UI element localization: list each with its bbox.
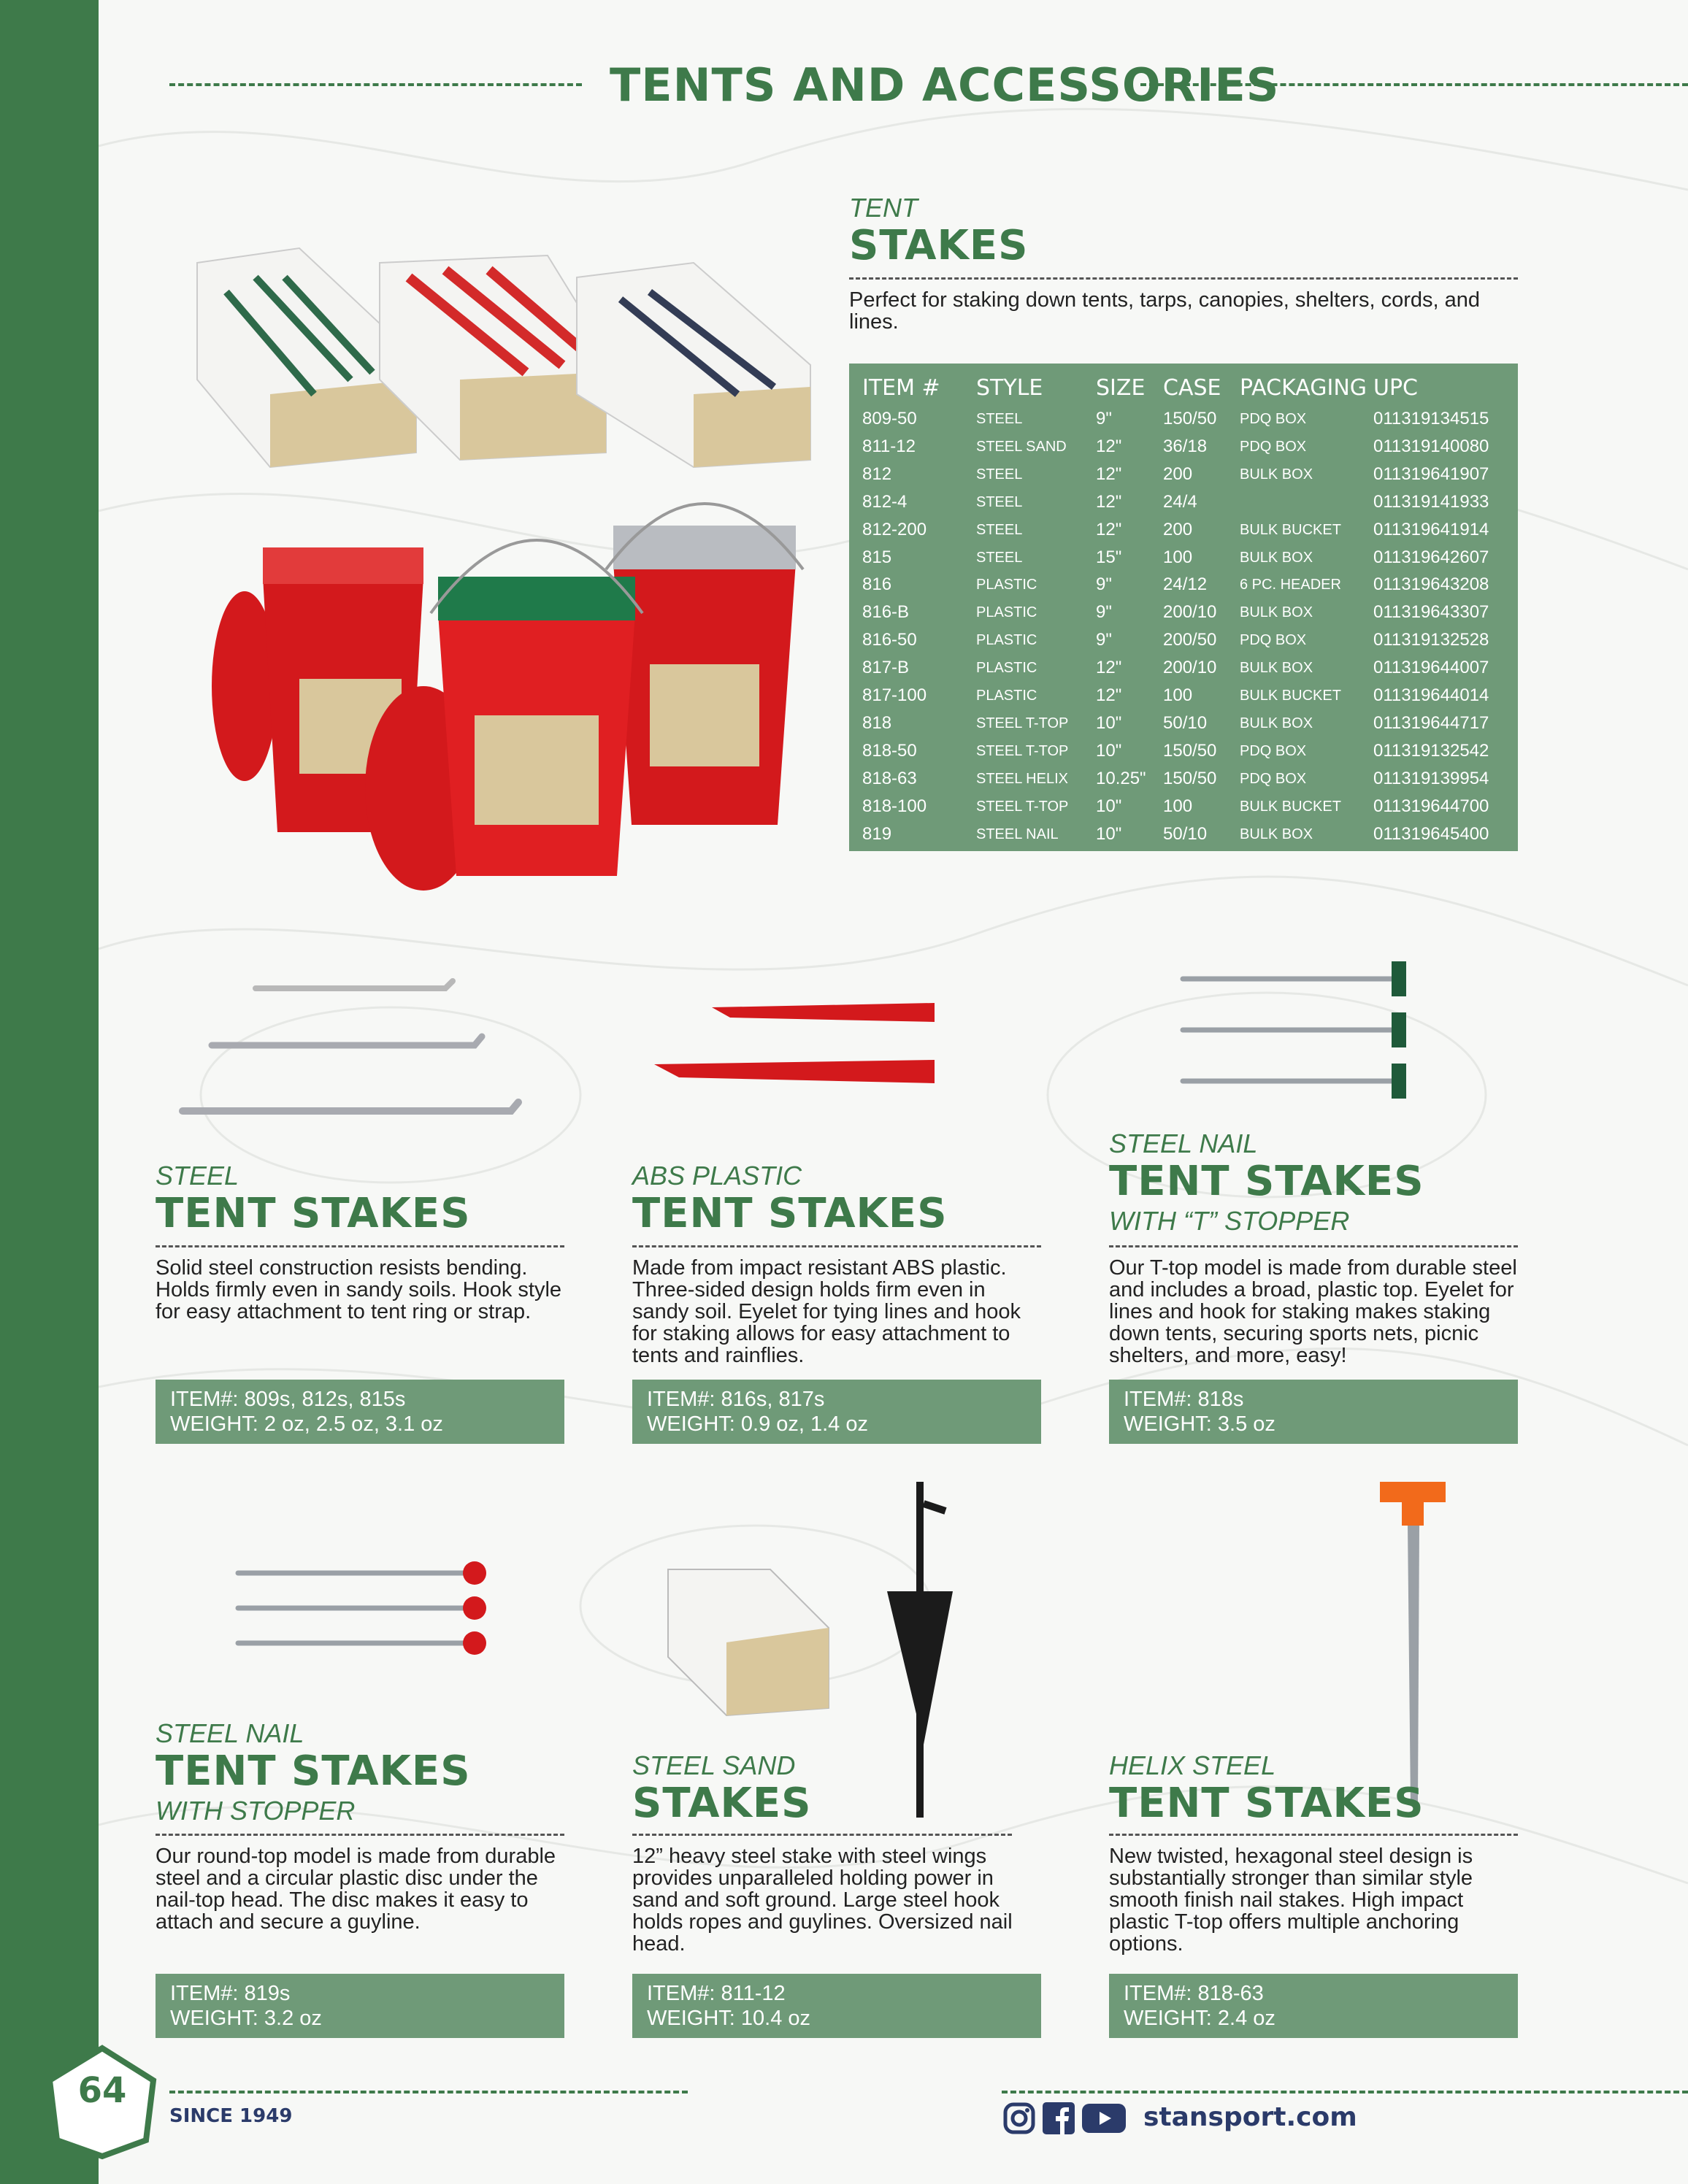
table-cell-case: 150/50	[1163, 768, 1217, 788]
product-weight: WEIGHT: 2 oz, 2.5 oz, 3.1 oz	[170, 1412, 443, 1436]
table-cell-packaging: BULK BUCKET	[1240, 688, 1341, 704]
product-divider	[632, 1834, 1012, 1836]
green-sidebar	[0, 0, 99, 2184]
table-cell-size: 15"	[1096, 547, 1122, 567]
t-stopper-stakes-image	[1175, 953, 1424, 1106]
table-cell-upc: 011319644014	[1373, 685, 1489, 705]
product-item-number: ITEM#: 819s	[170, 1982, 291, 2005]
table-cell-size: 12"	[1096, 658, 1122, 678]
table-cell-size: 9"	[1096, 630, 1112, 650]
table-cell-size: 10.25"	[1096, 768, 1146, 788]
table-cell-case: 100	[1163, 547, 1193, 567]
table-cell-upc: 011319141933	[1373, 491, 1489, 512]
product-info-box	[1109, 1974, 1518, 2038]
table-header-upc: UPC	[1373, 375, 1418, 401]
product-table	[849, 364, 1518, 851]
table-cell-packaging: PDQ BOX	[1240, 438, 1307, 455]
table-cell-style: PLASTIC	[976, 688, 1037, 704]
table-cell-item: 816-B	[862, 602, 910, 623]
table-header-packaging: PACKAGING	[1240, 375, 1367, 401]
product-description: Our T-top model is made from durable steel and includes a broad, plastic top. Eyelet for lines and hook for staking makes staking down tents, securing sports nets, picnic shelters, and more, easy!	[1109, 1256, 1517, 1367]
footer-divider-left	[169, 2091, 688, 2093]
title-divider-left	[169, 83, 582, 86]
product-divider	[156, 1245, 564, 1247]
youtube-icon[interactable]	[1082, 2104, 1126, 2133]
product-description: Solid steel construction resists bending. Holds firmly even in sandy soils. Hook style for easy attachment to tent ring or strap.	[156, 1256, 562, 1323]
product-subheading: WITH “T” STOPPER	[1109, 1206, 1350, 1236]
table-cell-style: PLASTIC	[976, 632, 1037, 649]
table-cell-item: 811-12	[862, 436, 916, 456]
product-description: New twisted, hexagonal steel design is substantially stronger than similar style smooth finish nail stakes. High impact plastic T-top offers multiple anchoring options.	[1109, 1845, 1473, 1956]
table-cell-style: STEEL NAIL	[976, 826, 1059, 842]
table-cell-upc: 011319134515	[1373, 409, 1489, 428]
helix-stake-image	[1373, 1474, 1460, 1818]
product-divider	[156, 1834, 564, 1836]
instagram-icon[interactable]	[1003, 2102, 1035, 2134]
table-cell-item: 812	[862, 464, 892, 484]
product-kicker: STEEL NAIL	[1109, 1128, 1258, 1158]
product-description: Our round-top model is made from durable steel and a circular plastic disc under the nail-top head. The disc makes it easy to attach and secure a guyline.	[156, 1845, 556, 1934]
table-cell-case: 200/50	[1163, 630, 1217, 650]
table-cell-item: 818	[862, 712, 892, 733]
table-cell-packaging: BULK BOX	[1240, 466, 1313, 482]
table-header-item: ITEM #	[862, 375, 940, 401]
table-cell-size: 12"	[1096, 491, 1122, 512]
product-item-number: ITEM#: 809s, 812s, 815s	[170, 1388, 406, 1411]
table-cell-case: 100	[1163, 685, 1193, 705]
table-cell-upc: 011319132528	[1373, 630, 1489, 650]
product-weight: WEIGHT: 0.9 oz, 1.4 oz	[647, 1412, 868, 1436]
table-cell-item: 809-50	[862, 409, 917, 428]
table-cell-item: 817-100	[862, 685, 927, 705]
table-cell-packaging: PDQ BOX	[1240, 742, 1307, 759]
hero-heading: STAKES	[849, 222, 1029, 269]
product-kicker: STEEL	[156, 1161, 239, 1191]
table-cell-size: 9"	[1096, 409, 1112, 428]
table-cell-packaging: BULK BOX	[1240, 826, 1313, 842]
table-cell-packaging: BULK BUCKET	[1240, 798, 1341, 815]
table-cell-upc: 011319645400	[1373, 823, 1489, 844]
table-cell-size: 12"	[1096, 464, 1122, 484]
table-cell-case: 36/18	[1163, 436, 1208, 456]
footer-divider-right	[1002, 2091, 1688, 2093]
table-header-size: SIZE	[1096, 375, 1146, 401]
table-cell-style: STEEL	[976, 466, 1023, 482]
table-cell-upc: 011319132542	[1373, 740, 1489, 761]
product-heading: STAKES	[632, 1780, 812, 1827]
table-cell-case: 100	[1163, 796, 1193, 816]
product-divider	[632, 1245, 1041, 1247]
product-item-number: ITEM#: 818s	[1124, 1388, 1244, 1411]
table-cell-style: STEEL T-TOP	[976, 798, 1069, 815]
website-link[interactable]: stansport.com	[1143, 2102, 1357, 2132]
table-cell-style: PLASTIC	[976, 660, 1037, 677]
since-label: SINCE 1949	[169, 2105, 293, 2127]
table-cell-upc: 011319644700	[1373, 796, 1489, 816]
product-weight: WEIGHT: 2.4 oz	[1124, 2007, 1275, 2030]
hero-description: Perfect for staking down tents, tarps, canopies, shelters, cords, and lines.	[849, 288, 1480, 334]
table-cell-packaging: BULK BOX	[1240, 660, 1313, 677]
product-description: 12” heavy steel stake with steel wings provides unparalleled holding power in sand and soft ground. Large steel hook holds ropes and guylines. Oversized nail head.	[632, 1845, 1013, 1956]
bucket-right	[606, 504, 803, 825]
table-cell-case: 24/12	[1163, 574, 1208, 595]
table-cell-packaging: BULK BOX	[1240, 549, 1313, 566]
table-cell-item: 818-63	[862, 768, 917, 788]
product-description: Made from impact resistant ABS plastic. Three-sided design holds firm even in sandy soil. Eyelet for tying lines and hook for staking allows for easy attachment to tents and rainflies.	[632, 1256, 1021, 1367]
product-info-box	[632, 1974, 1041, 2038]
table-cell-case: 50/10	[1163, 712, 1208, 733]
table-cell-upc: 011319642607	[1373, 547, 1489, 567]
table-cell-size: 9"	[1096, 574, 1112, 595]
table-cell-style: PLASTIC	[976, 577, 1037, 593]
product-weight: WEIGHT: 3.2 oz	[170, 2007, 322, 2030]
product-kicker: HELIX STEEL	[1109, 1750, 1276, 1780]
product-info-box	[1109, 1380, 1518, 1444]
title-divider-right	[1140, 83, 1688, 86]
product-weight: WEIGHT: 3.5 oz	[1124, 1412, 1275, 1436]
table-cell-item: 816	[862, 574, 892, 595]
table-cell-size: 10"	[1096, 740, 1122, 761]
product-item-number: ITEM#: 811-12	[647, 1982, 786, 2005]
table-cell-case: 24/4	[1163, 491, 1197, 512]
product-item-number: ITEM#: 816s, 817s	[647, 1388, 825, 1411]
steel-stakes-image	[175, 971, 526, 1131]
hero-divider	[849, 277, 1518, 280]
table-cell-upc: 011319643208	[1373, 574, 1489, 595]
stake-display-boxes-image	[183, 234, 825, 905]
product-info-box	[156, 1974, 564, 2038]
abs-plastic-stakes-image	[650, 993, 942, 1102]
product-kicker: ABS PLASTIC	[632, 1161, 802, 1191]
display-box-steel	[577, 263, 810, 467]
table-cell-style: STEEL SAND	[976, 438, 1067, 455]
table-cell-case: 50/10	[1163, 823, 1208, 844]
table-cell-style: STEEL	[976, 493, 1023, 510]
table-cell-item: 815	[862, 547, 892, 567]
product-heading: TENT STAKES	[156, 1747, 471, 1795]
table-cell-style: STEEL HELIX	[976, 770, 1068, 787]
product-kicker: STEEL NAIL	[156, 1718, 304, 1748]
table-cell-case: 150/50	[1163, 740, 1217, 761]
table-cell-size: 10"	[1096, 712, 1122, 733]
table-cell-upc: 011319641914	[1373, 519, 1489, 539]
table-cell-upc: 011319643307	[1373, 602, 1489, 623]
table-cell-packaging: PDQ BOX	[1240, 632, 1307, 649]
facebook-icon[interactable]	[1043, 2102, 1075, 2134]
table-cell-size: 10"	[1096, 823, 1122, 844]
table-cell-style: PLASTIC	[976, 604, 1037, 621]
table-cell-packaging: PDQ BOX	[1240, 770, 1307, 787]
product-heading: TENT STAKES	[632, 1190, 948, 1237]
table-cell-style: STEEL	[976, 521, 1023, 538]
table-cell-size: 12"	[1096, 685, 1122, 705]
product-heading: TENT STAKES	[1109, 1780, 1424, 1827]
product-item-number: ITEM#: 818-63	[1124, 1982, 1264, 2005]
table-cell-item: 812-4	[862, 491, 908, 512]
table-cell-case: 200/10	[1163, 602, 1217, 623]
table-cell-case: 200	[1163, 464, 1193, 484]
table-cell-item: 818-50	[862, 740, 917, 761]
product-info-box	[156, 1380, 564, 1444]
table-cell-packaging: BULK BOX	[1240, 604, 1313, 621]
product-info-box	[632, 1380, 1041, 1444]
table-cell-upc: 011319139954	[1373, 768, 1489, 788]
page-number: 64	[77, 2070, 127, 2111]
table-cell-size: 12"	[1096, 519, 1122, 539]
product-kicker: STEEL SAND	[632, 1750, 796, 1780]
product-heading: TENT STAKES	[1109, 1158, 1424, 1205]
table-cell-case: 150/50	[1163, 409, 1217, 428]
table-cell-case: 200	[1163, 519, 1193, 539]
product-heading: TENT STAKES	[156, 1190, 471, 1237]
hero-kicker: TENT	[849, 193, 918, 223]
table-cell-size: 9"	[1096, 602, 1112, 623]
table-cell-upc: 011319140080	[1373, 436, 1489, 456]
product-subheading: WITH STOPPER	[156, 1796, 356, 1826]
product-weight: WEIGHT: 10.4 oz	[647, 2007, 811, 2030]
table-cell-size: 10"	[1096, 796, 1122, 816]
table-cell-size: 12"	[1096, 436, 1122, 456]
table-cell-style: STEEL T-TOP	[976, 742, 1069, 759]
page-title: TENTS AND ACCESSORIES	[610, 58, 1280, 112]
table-cell-item: 817-B	[862, 658, 910, 678]
table-header-case: CASE	[1163, 375, 1221, 401]
table-cell-packaging: BULK BOX	[1240, 715, 1313, 731]
round-stopper-stakes-image	[234, 1551, 496, 1668]
table-cell-item: 812-200	[862, 519, 927, 539]
product-divider	[1109, 1245, 1518, 1247]
table-cell-style: STEEL T-TOP	[976, 715, 1069, 731]
table-cell-item: 818-100	[862, 796, 927, 816]
table-cell-upc: 011319644007	[1373, 658, 1489, 678]
table-cell-style: STEEL	[976, 549, 1023, 566]
table-cell-packaging: PDQ BOX	[1240, 411, 1307, 427]
table-cell-packaging: 6 PC. HEADER	[1240, 577, 1341, 593]
table-header-style: STYLE	[976, 375, 1043, 401]
table-cell-item: 819	[862, 823, 892, 844]
table-cell-upc: 011319641907	[1373, 464, 1489, 484]
table-cell-item: 816-50	[862, 630, 917, 650]
table-cell-case: 200/10	[1163, 658, 1217, 678]
table-cell-upc: 011319644717	[1373, 712, 1489, 733]
product-divider	[1109, 1834, 1518, 1836]
table-cell-style: STEEL	[976, 411, 1023, 427]
table-cell-packaging: BULK BUCKET	[1240, 521, 1341, 538]
